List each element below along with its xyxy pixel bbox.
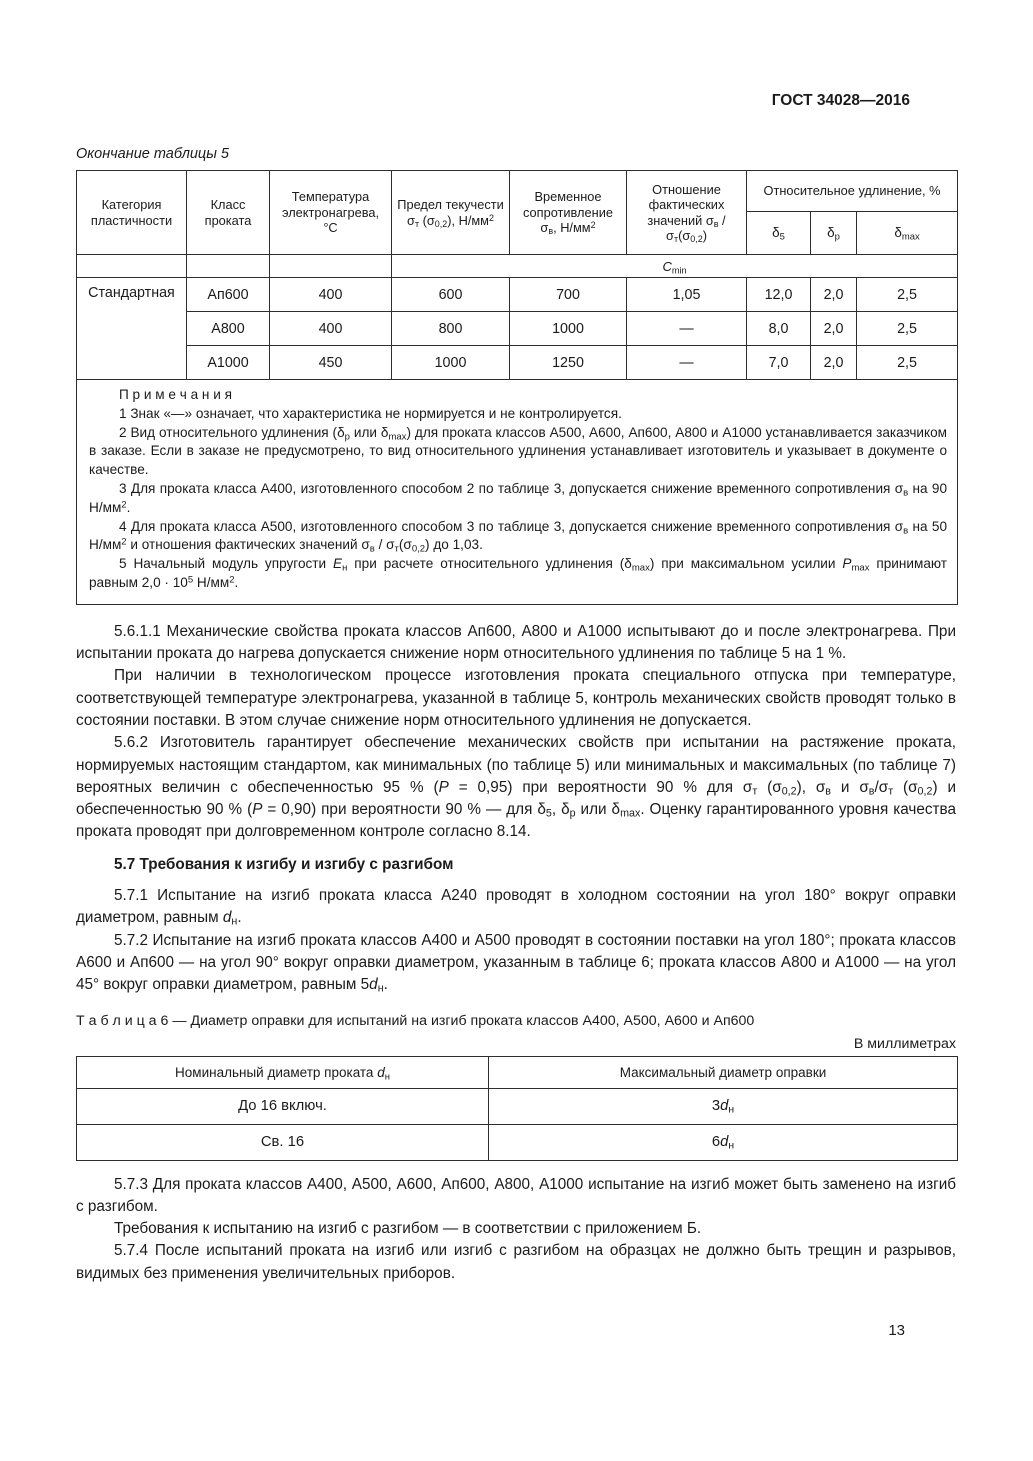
table5-head-temperature: Температура электронагрева, °С: [270, 171, 392, 255]
table5-head-delta5: $\delta_5$: [747, 212, 811, 255]
table6-caption: Т а б л и ц а 6 — Диаметр оправки для испытаний на изгиб проката классов А400, А500, А600 и Ап600: [76, 1012, 755, 1029]
note-item: 2 Вид относительного удлинения ($\delta_р$ или $\delta_{max}$) для проката классов А500, А600, Ап600, А800 и А1000 устанавливается заказчиком в заказе. Если в заказе не предусмотрено, то вид относительного удлинения устанавливает изготовитель и указывает в документе о качестве.: [89, 424, 948, 478]
table5-cell-delta5: 12,0: [747, 278, 811, 312]
table5-cell-temperature: 400: [270, 278, 392, 312]
paragraph-5-7-3: 5.7.3 Для проката классов А400, А500, А600, Ап600, А800, А1000 испытание на изгиб может быть заменено на изгиб с разгибом.: [76, 1175, 956, 1215]
table6-head-nominal-diameter: Номинальный диаметр проката $d_н$: [77, 1056, 489, 1088]
note-item: 1 Знак «—» означает, что характеристика не нормируется и не контролируется.: [119, 405, 622, 421]
table5-notes: [77, 380, 958, 605]
table5-cell-temperature: 450: [270, 346, 392, 380]
table5-cell-delta5: 7,0: [747, 346, 811, 380]
table5-head-class: Класс проката: [187, 171, 270, 255]
table5-head-row-1: [77, 171, 958, 212]
table5-cell-category: Стандартная: [77, 278, 187, 380]
table5-cell-temperature: 400: [270, 312, 392, 346]
table5-notes-row: [77, 380, 958, 605]
table5-cell-ratio: 1,05: [627, 278, 747, 312]
table5-cell-class: А800: [187, 312, 270, 346]
table6-cell-diameter: $3d_н$: [489, 1088, 958, 1124]
table5-cell-ratio: —: [627, 346, 747, 380]
table5-head-elongation-group: Относительное удлинение, %: [747, 171, 958, 212]
paragraph-5-7-3b: Требования к испытанию на изгиб с разгибом — в соответствии с приложением Б.: [114, 1220, 702, 1238]
table5-row: [77, 278, 958, 312]
table6-head-row: [77, 1056, 958, 1088]
paragraph-5-6-2: 5.6.2 Изготовитель гарантирует обеспечение механических свойств при испытании на растяжение проката, нормируемых настоящим стандартом, как минимальных (по таблице 5) или минимальных и максимальных (по таблице 7) вероятных величин с обеспеченностью 95 % (P = 0,95) при вероятности 90 % для $\sigma_т$ $(\sigma_{0,2})$, $\sigma_в$ и $\sigma_в/\sigma_т$ $(\sigma_{0,2})$ и обеспеченностью 90 % (P = 0,90) при вероятности 90 % — для $\delta_5$, $\delta_р$ или $\delta_{max}$. Оценку гарантированного уровня качества проката проводят при долговременном контроле согласно 8.14.: [76, 734, 957, 841]
table5-cell-delta5: 8,0: [747, 312, 811, 346]
table5-cmin-empty-2: [187, 255, 270, 278]
body-text: [76, 621, 956, 1285]
table5-cell-yield: 1000: [392, 346, 510, 380]
table5-cell-tensile: 700: [510, 278, 627, 312]
table5-row: [77, 312, 958, 346]
page-number: 13: [888, 1322, 905, 1339]
doc-number: ГОСТ 34028—2016: [771, 92, 910, 109]
paragraph-5-7-2: 5.7.2 Испытание на изгиб проката классов А400 и А500 проводят в состоянии поставки на угол 180°; проката классов А600 и Ап600 — на угол 90° вокруг оправки диаметром, указанным в таблице 6; проката классов А800 и А1000 — на угол 45° вокруг оправки диаметром, равным $5d_н$.: [76, 931, 956, 995]
table5-cell-ratio: —: [627, 312, 747, 346]
table5-cell-tensile: 1250: [510, 346, 627, 380]
table5-cell-deltap: 2,0: [811, 278, 857, 312]
paragraph-5-7-4: 5.7.4 После испытаний проката на изгиб или изгиб с разгибом на образцах не должно быть трещин и разрывов, видимых без применения увеличительных приборов.: [76, 1242, 956, 1282]
table6-cell-diameter: $6d_н$: [489, 1124, 958, 1160]
table5-row: [77, 346, 958, 380]
table5-head-deltamax: $\delta_{max}$: [857, 212, 958, 255]
table6-cell-range: До 16 включ.: [77, 1088, 489, 1124]
table5-cell-deltamax: 2,5: [857, 312, 958, 346]
table5-cell-tensile: 1000: [510, 312, 627, 346]
table5-cell-deltamax: 2,5: [857, 278, 958, 312]
table6-cell-range: Св. 16: [77, 1124, 489, 1160]
table5-cell-deltap: 2,0: [811, 312, 857, 346]
table5-cell-deltamax: 2,5: [857, 346, 958, 380]
table5-continuation-label: Окончание таблицы 5: [76, 146, 229, 162]
table5-head-deltap: $\delta_р$: [811, 212, 857, 255]
table5-cmin-empty-1: [77, 255, 187, 278]
table6-head-max-mandrel-diameter: Максимальный диаметр оправки: [489, 1056, 958, 1088]
table5-cmin-row: [77, 255, 958, 278]
table5-head-ratio: Отношение фактических значений $\sigma_в / \sigma_т(\sigma_{0,2})$: [627, 171, 747, 255]
paragraph-tempering: При наличии в технологическом процессе изготовления проката специального отпуска при температуре, соответствующей температуре электронагрева, указанной в таблице 5, контроль механических свойств проводят только в состоянии поставки. В этом случае снижение норм относительного удлинения не допускается.: [76, 667, 956, 729]
table6-units-label: В миллиметрах: [853, 1035, 956, 1052]
table5-cell-class: А1000: [187, 346, 270, 380]
notes-title: П р и м е ч а н и я: [119, 387, 232, 402]
paragraph-5-6-1-1: 5.6.1.1 Механические свойства проката классов Ап600, А800 и А1000 испытывают до и после электронагрева. При испытании проката до нагрева допускается снижение норм относительного удлинения по таблице 5 на 1 %.: [76, 622, 956, 663]
note-item: 4 Для проката класса А500, изготовленного способом 3 по таблице 3, допускается снижение временного сопротивления $\sigma_в$ на 50 $Н/мм^2$ и отношения фактических значений $\sigma_в / \sigma_т(\sigma_{0,2})$ до 1,03.: [89, 518, 948, 555]
table5-cell-deltap: 2,0: [811, 346, 857, 380]
table6: [76, 1056, 958, 1161]
note-item: 3 Для проката класса А400, изготовленного способом 2 по таблице 3, допускается снижение временного сопротивления $\sigma_в$ на 90 $Н/мм^2$.: [89, 480, 948, 515]
table5-cmin-label: $С_{min}$: [392, 255, 958, 278]
table6-row: [77, 1088, 958, 1124]
table5-head-tensile-strength: Временное сопротивление $\sigma_в$, $Н/мм^2$: [510, 171, 627, 255]
section-heading-5-7: 5.7 Требования к изгибу и изгибу с разгибом: [114, 855, 454, 873]
table5-cell-yield: 600: [392, 278, 510, 312]
note-item: 5 Начальный модуль упругости $Е_н$ при расчете относительного удлинения $(\delta_{max})$ при максимальном усилии $Р_{max}$ принимают равным $2,0 \cdot 10^5$ $Н/мм^2$.: [89, 556, 948, 590]
paragraph-5-7-1: 5.7.1 Испытание на изгиб проката класса А240 проводят в холодном состоянии на угол 180° вокруг оправки диаметром, равным $d_н$.: [76, 887, 956, 928]
table5-cell-class: Ап600: [187, 278, 270, 312]
table5-head-yield-strength: Предел текучести $\sigma_т$ $(\sigma_{0,2})$, $Н/мм^2$: [392, 171, 510, 255]
table5-head-category: Категория пластичности: [77, 171, 187, 255]
table5: [76, 170, 958, 605]
table6-row: [77, 1124, 958, 1160]
table5-cell-yield: 800: [392, 312, 510, 346]
table5-cmin-empty-3: [270, 255, 392, 278]
